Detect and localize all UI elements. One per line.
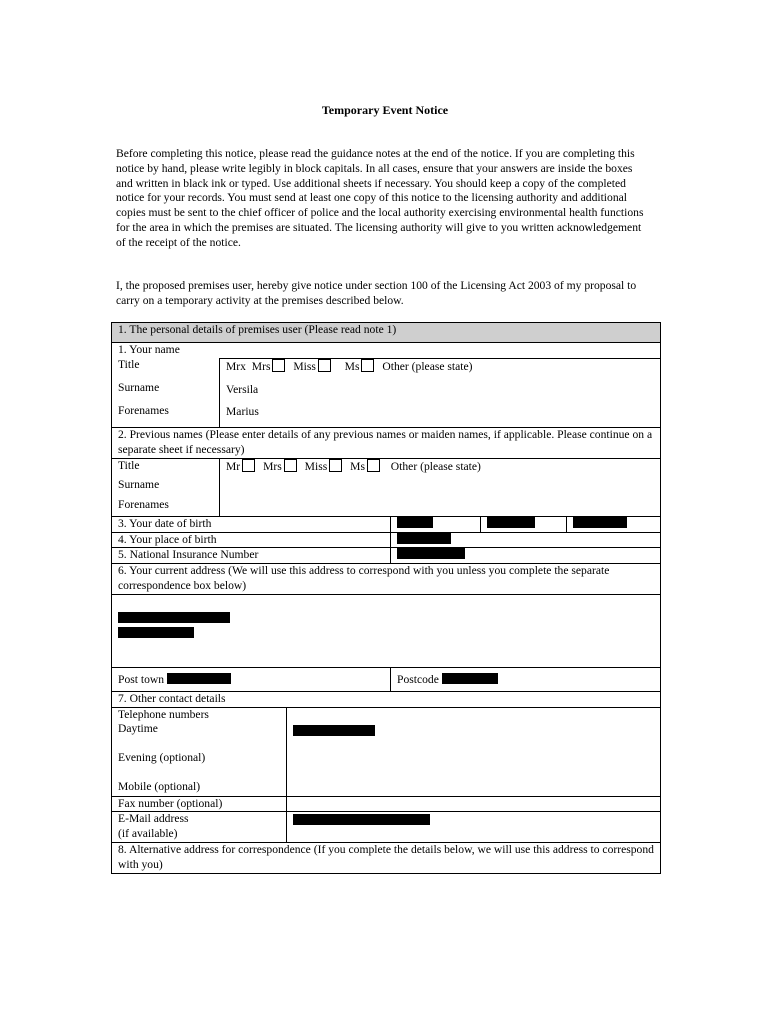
prev-checkbox-miss[interactable] <box>329 459 342 472</box>
previous-names-values-cell <box>220 458 661 516</box>
previous-names-labels-cell <box>112 458 220 516</box>
title-option-mrs[interactable]: Mrs <box>252 359 291 375</box>
postcode-redaction <box>442 673 498 684</box>
previous-names-label: 2. Previous names (Please enter details of any previous names or maiden names, if applicable. Please continue on a separate sheet if necessary) <box>112 428 661 459</box>
pob-redaction <box>397 533 451 544</box>
email-redaction <box>293 814 430 825</box>
prev-checkbox-mrs[interactable] <box>284 459 297 472</box>
your-name-values-cell <box>220 358 661 428</box>
post-town-cell[interactable] <box>112 667 391 691</box>
email-label: E-Mail address <box>118 812 189 826</box>
title-option-miss[interactable]: Miss <box>293 359 336 375</box>
dob-month-cell[interactable] <box>481 516 567 532</box>
dob-year-redaction <box>573 517 627 528</box>
postcode-cell[interactable] <box>391 667 661 691</box>
checkbox-miss[interactable] <box>318 359 331 372</box>
checkbox-ms[interactable] <box>361 359 374 372</box>
prev-title-option-mr[interactable]: Mr <box>226 459 260 475</box>
telephone-label: Telephone numbers <box>118 707 209 721</box>
ni-cell[interactable] <box>391 548 661 564</box>
daytime-label: Daytime <box>118 722 158 736</box>
contact-label: 7. Other contact details <box>112 691 661 707</box>
prev-title-option-miss[interactable]: Miss <box>305 459 348 475</box>
your-name-label: 1. Your name <box>112 343 661 359</box>
email-sub-label: (if available) <box>118 827 178 841</box>
postcode-label: Postcode <box>397 672 439 686</box>
dob-day-redaction <box>397 517 433 528</box>
section1-header: 1. The personal details of premises user (Please read note 1) <box>112 323 661 343</box>
ni-label: 5. National Insurance Number <box>112 548 391 564</box>
pob-cell[interactable] <box>391 532 661 548</box>
evening-label: Evening (optional) <box>118 751 206 765</box>
dob-year-cell[interactable] <box>567 516 661 532</box>
your-name-labels-cell <box>112 358 220 428</box>
title-options <box>226 359 654 375</box>
prev-title-label: Title <box>118 458 140 472</box>
address-label: 6. Your current address (We will use this address to correspond with you unless you complete the separate correspondence box below) <box>112 564 661 595</box>
personal-details-form <box>111 322 661 874</box>
post-town-label: Post town <box>118 672 165 686</box>
checkbox-mrs[interactable] <box>272 359 285 372</box>
prev-forenames-label: Forenames <box>118 498 169 512</box>
telephone-values-cell[interactable] <box>287 707 661 796</box>
prev-surname-label: Surname <box>118 477 160 491</box>
ni-redaction <box>397 548 465 559</box>
prev-title-options <box>226 459 654 475</box>
title-option-other[interactable]: Other (please state) <box>382 359 473 373</box>
prev-title-option-mrs[interactable]: Mrs <box>263 459 302 475</box>
address-line2-redaction <box>118 627 194 638</box>
dob-month-redaction <box>487 517 535 528</box>
intro-guidance: Before completing this notice, please read the guidance notes at the end of the notice. If you are completing this notice by hand, please write legibly in block capitals. In all cases, ensure that your answers are inside the boxes and written in black ink or typed. Use additional sheets if necessary. You should keep a copy of the completed notice for your records. You must send at least one copy of this notice to the licensing authority and additional copies must be sent to the chief officer of police and the local authority exercising environmental health functions for the area in which the premises are situated. The licensing authority will give to you written acknowledgement of the receipt of the notice. <box>116 147 644 249</box>
surname-value[interactable]: Versila <box>226 382 259 396</box>
title-option-ms[interactable]: Ms <box>339 359 380 375</box>
fax-label: Fax number (optional) <box>112 796 287 812</box>
prev-title-option-other[interactable]: Other (please state) <box>390 459 481 473</box>
post-town-redaction <box>167 673 231 684</box>
dob-label: 3. Your date of birth <box>112 516 391 532</box>
surname-label: Surname <box>118 381 160 395</box>
title-option-mrx[interactable]: Mrx <box>226 359 246 373</box>
prev-checkbox-mr[interactable] <box>242 459 255 472</box>
forenames-value[interactable]: Marius <box>226 405 259 419</box>
alt-address-label: 8. Alternative address for correspondence (If you complete the details below, we will use this address to correspond with you) <box>112 843 661 874</box>
fax-value-cell[interactable] <box>287 796 661 812</box>
document-title: Temporary Event Notice <box>321 103 449 117</box>
prev-title-option-ms[interactable]: Ms <box>350 459 385 475</box>
pob-label: 4. Your place of birth <box>112 532 391 548</box>
telephone-labels-cell <box>112 707 287 796</box>
forenames-label: Forenames <box>118 403 169 417</box>
mobile-label: Mobile (optional) <box>118 780 201 794</box>
address-line1-redaction <box>118 612 230 623</box>
prev-checkbox-ms[interactable] <box>367 459 380 472</box>
address-value-cell[interactable] <box>112 594 661 667</box>
intro-declaration: I, the proposed premises user, hereby give notice under section 100 of the Licensing Act 2003 of my proposal to carry on a temporary activity at the premises described below. <box>116 279 637 307</box>
daytime-redaction <box>293 725 375 736</box>
dob-day-cell[interactable] <box>391 516 481 532</box>
email-labels-cell <box>112 812 287 843</box>
title-label: Title <box>118 358 140 372</box>
email-value-cell[interactable] <box>287 812 661 843</box>
